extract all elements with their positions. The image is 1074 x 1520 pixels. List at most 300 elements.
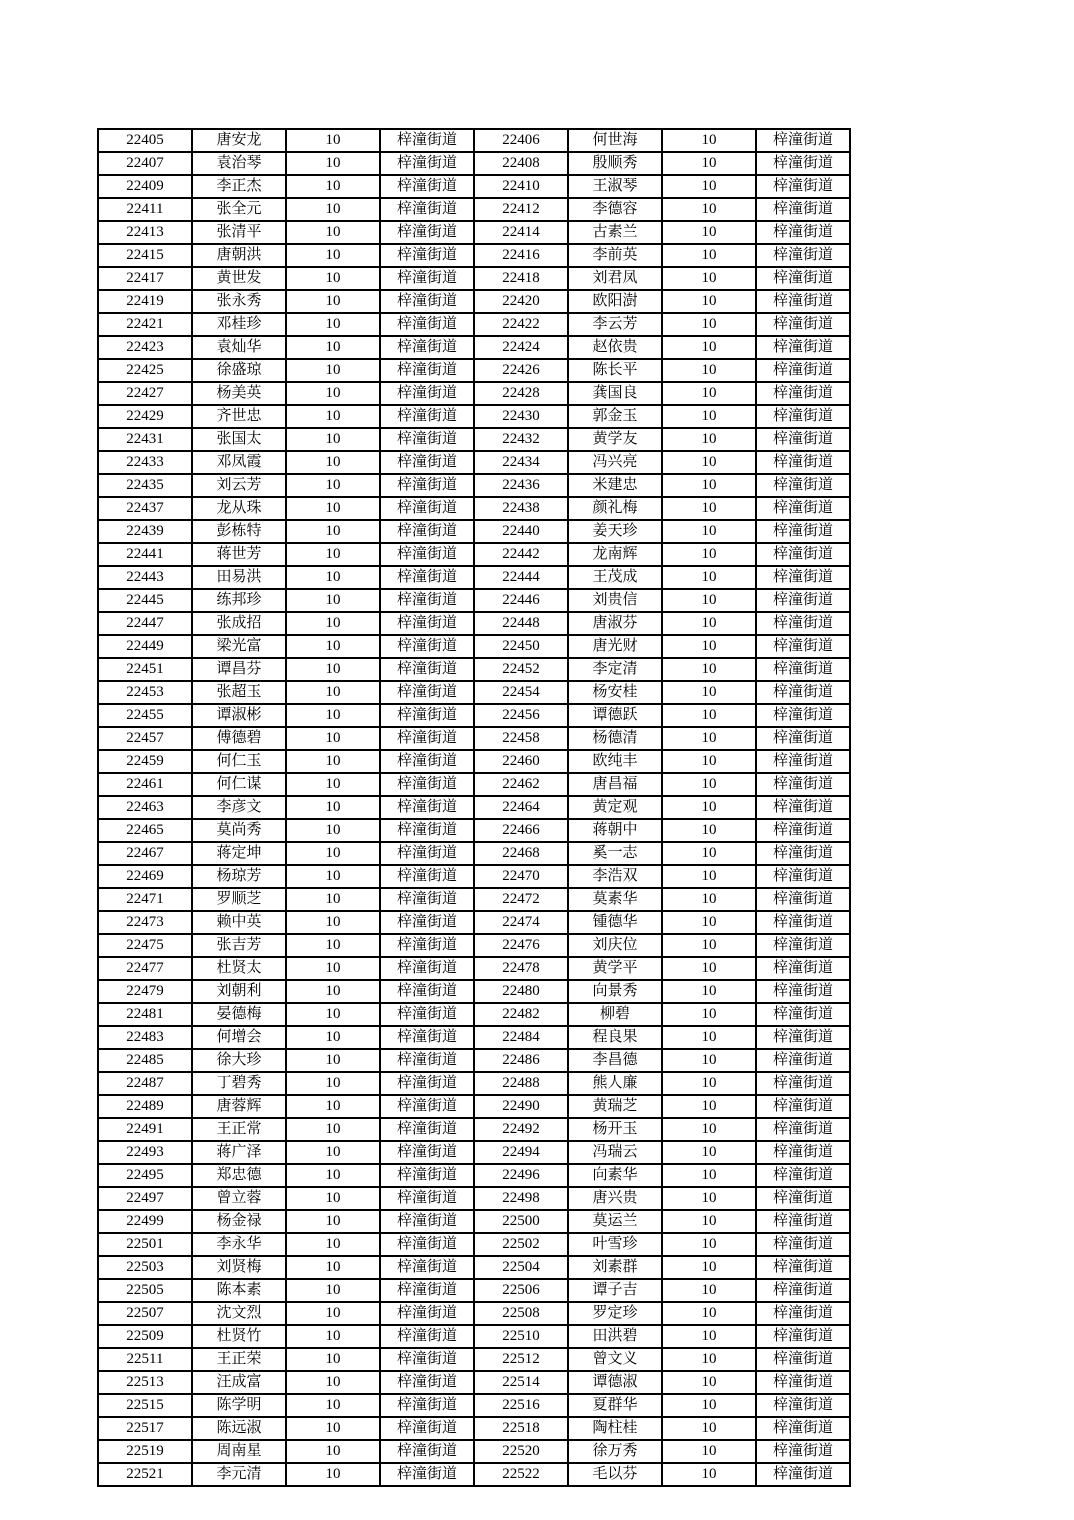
score-cell: 10 xyxy=(286,773,380,796)
name-cell: 熊人廉 xyxy=(568,1072,662,1095)
district-cell: 梓潼街道 xyxy=(756,727,850,750)
name-cell: 黄学友 xyxy=(568,428,662,451)
table-row xyxy=(98,428,850,451)
score-cell: 10 xyxy=(662,451,756,474)
name-cell: 蒋定坤 xyxy=(192,842,286,865)
name-cell: 张成招 xyxy=(192,612,286,635)
district-cell: 梓潼街道 xyxy=(380,727,474,750)
table-row xyxy=(98,796,850,819)
score-cell: 10 xyxy=(286,267,380,290)
district-cell: 梓潼街道 xyxy=(380,819,474,842)
serial-cell: 22419 xyxy=(98,290,192,313)
score-cell: 10 xyxy=(662,1026,756,1049)
district-cell: 梓潼街道 xyxy=(380,934,474,957)
district-cell: 梓潼街道 xyxy=(756,520,850,543)
district-cell: 梓潼街道 xyxy=(756,911,850,934)
score-cell: 10 xyxy=(662,129,756,152)
serial-cell: 22405 xyxy=(98,129,192,152)
serial-cell: 22456 xyxy=(474,704,568,727)
name-cell: 何仁谋 xyxy=(192,773,286,796)
name-cell: 唐淑芬 xyxy=(568,612,662,635)
serial-cell: 22426 xyxy=(474,359,568,382)
name-cell: 龙南辉 xyxy=(568,543,662,566)
table-row xyxy=(98,1049,850,1072)
serial-cell: 22473 xyxy=(98,911,192,934)
score-cell: 10 xyxy=(286,566,380,589)
serial-cell: 22439 xyxy=(98,520,192,543)
score-cell: 10 xyxy=(662,221,756,244)
name-cell: 何增会 xyxy=(192,1026,286,1049)
score-cell: 10 xyxy=(662,382,756,405)
score-cell: 10 xyxy=(662,1187,756,1210)
score-cell: 10 xyxy=(286,934,380,957)
table-row xyxy=(98,336,850,359)
serial-cell: 22466 xyxy=(474,819,568,842)
score-cell: 10 xyxy=(662,1049,756,1072)
table-row xyxy=(98,382,850,405)
serial-cell: 22438 xyxy=(474,497,568,520)
name-cell: 袁治琴 xyxy=(192,152,286,175)
score-cell: 10 xyxy=(662,1164,756,1187)
district-cell: 梓潼街道 xyxy=(380,382,474,405)
name-cell: 米建忠 xyxy=(568,474,662,497)
serial-cell: 22441 xyxy=(98,543,192,566)
district-cell: 梓潼街道 xyxy=(756,957,850,980)
district-cell: 梓潼街道 xyxy=(380,658,474,681)
district-cell: 梓潼街道 xyxy=(756,382,850,405)
district-cell: 梓潼街道 xyxy=(380,911,474,934)
name-cell: 李浩双 xyxy=(568,865,662,888)
name-cell: 梁光富 xyxy=(192,635,286,658)
table-row xyxy=(98,957,850,980)
district-cell: 梓潼街道 xyxy=(756,934,850,957)
name-cell: 谭昌芬 xyxy=(192,658,286,681)
name-cell: 汪成富 xyxy=(192,1371,286,1394)
score-cell: 10 xyxy=(662,520,756,543)
district-cell: 梓潼街道 xyxy=(380,1302,474,1325)
name-cell: 谭淑彬 xyxy=(192,704,286,727)
district-cell: 梓潼街道 xyxy=(380,267,474,290)
serial-cell: 22485 xyxy=(98,1049,192,1072)
score-cell: 10 xyxy=(286,727,380,750)
district-cell: 梓潼街道 xyxy=(380,474,474,497)
district-cell: 梓潼街道 xyxy=(380,1003,474,1026)
serial-cell: 22496 xyxy=(474,1164,568,1187)
serial-cell: 22433 xyxy=(98,451,192,474)
name-cell: 唐朝洪 xyxy=(192,244,286,267)
name-cell: 彭栋特 xyxy=(192,520,286,543)
name-cell: 陈长平 xyxy=(568,359,662,382)
serial-cell: 22490 xyxy=(474,1095,568,1118)
resident-roster-table xyxy=(97,128,851,1487)
district-cell: 梓潼街道 xyxy=(756,589,850,612)
score-cell: 10 xyxy=(662,1233,756,1256)
name-cell: 杨德清 xyxy=(568,727,662,750)
table-row xyxy=(98,1325,850,1348)
serial-cell: 22432 xyxy=(474,428,568,451)
district-cell: 梓潼街道 xyxy=(756,405,850,428)
table-row xyxy=(98,1187,850,1210)
serial-cell: 22475 xyxy=(98,934,192,957)
score-cell: 10 xyxy=(662,773,756,796)
name-cell: 刘庆位 xyxy=(568,934,662,957)
table-row xyxy=(98,566,850,589)
serial-cell: 22514 xyxy=(474,1371,568,1394)
serial-cell: 22511 xyxy=(98,1348,192,1371)
score-cell: 10 xyxy=(662,198,756,221)
name-cell: 何仁玉 xyxy=(192,750,286,773)
score-cell: 10 xyxy=(286,1210,380,1233)
district-cell: 梓潼街道 xyxy=(756,290,850,313)
serial-cell: 22452 xyxy=(474,658,568,681)
score-cell: 10 xyxy=(286,451,380,474)
name-cell: 王淑琴 xyxy=(568,175,662,198)
district-cell: 梓潼街道 xyxy=(756,1072,850,1095)
name-cell: 谭德淑 xyxy=(568,1371,662,1394)
score-cell: 10 xyxy=(662,1463,756,1486)
score-cell: 10 xyxy=(286,1440,380,1463)
district-cell: 梓潼街道 xyxy=(756,1440,850,1463)
score-cell: 10 xyxy=(286,796,380,819)
district-cell: 梓潼街道 xyxy=(756,497,850,520)
name-cell: 王正常 xyxy=(192,1118,286,1141)
district-cell: 梓潼街道 xyxy=(756,1302,850,1325)
name-cell: 莫尚秀 xyxy=(192,819,286,842)
score-cell: 10 xyxy=(662,727,756,750)
score-cell: 10 xyxy=(662,359,756,382)
serial-cell: 22437 xyxy=(98,497,192,520)
score-cell: 10 xyxy=(286,175,380,198)
name-cell: 姜天珍 xyxy=(568,520,662,543)
serial-cell: 22478 xyxy=(474,957,568,980)
score-cell: 10 xyxy=(286,428,380,451)
serial-cell: 22453 xyxy=(98,681,192,704)
serial-cell: 22516 xyxy=(474,1394,568,1417)
table-row xyxy=(98,1164,850,1187)
district-cell: 梓潼街道 xyxy=(756,1417,850,1440)
name-cell: 徐盛琼 xyxy=(192,359,286,382)
district-cell: 梓潼街道 xyxy=(756,842,850,865)
table-row xyxy=(98,1072,850,1095)
score-cell: 10 xyxy=(662,1279,756,1302)
name-cell: 陶柱桂 xyxy=(568,1417,662,1440)
serial-cell: 22448 xyxy=(474,612,568,635)
name-cell: 李昌德 xyxy=(568,1049,662,1072)
district-cell: 梓潼街道 xyxy=(380,1348,474,1371)
serial-cell: 22494 xyxy=(474,1141,568,1164)
district-cell: 梓潼街道 xyxy=(380,566,474,589)
score-cell: 10 xyxy=(662,750,756,773)
serial-cell: 22422 xyxy=(474,313,568,336)
name-cell: 蒋朝中 xyxy=(568,819,662,842)
name-cell: 谭子吉 xyxy=(568,1279,662,1302)
serial-cell: 22435 xyxy=(98,474,192,497)
score-cell: 10 xyxy=(286,1348,380,1371)
district-cell: 梓潼街道 xyxy=(380,796,474,819)
serial-cell: 22486 xyxy=(474,1049,568,1072)
score-cell: 10 xyxy=(286,359,380,382)
score-cell: 10 xyxy=(662,175,756,198)
score-cell: 10 xyxy=(286,129,380,152)
name-cell: 田洪碧 xyxy=(568,1325,662,1348)
serial-cell: 22442 xyxy=(474,543,568,566)
serial-cell: 22499 xyxy=(98,1210,192,1233)
name-cell: 练邦珍 xyxy=(192,589,286,612)
score-cell: 10 xyxy=(662,1417,756,1440)
district-cell: 梓潼街道 xyxy=(380,1417,474,1440)
serial-cell: 22436 xyxy=(474,474,568,497)
district-cell: 梓潼街道 xyxy=(380,244,474,267)
score-cell: 10 xyxy=(662,336,756,359)
name-cell: 欧阳澍 xyxy=(568,290,662,313)
score-cell: 10 xyxy=(662,1141,756,1164)
name-cell: 蒋广泽 xyxy=(192,1141,286,1164)
score-cell: 10 xyxy=(286,589,380,612)
score-cell: 10 xyxy=(286,842,380,865)
name-cell: 赵依贵 xyxy=(568,336,662,359)
score-cell: 10 xyxy=(662,244,756,267)
serial-cell: 22521 xyxy=(98,1463,192,1486)
name-cell: 唐蓉辉 xyxy=(192,1095,286,1118)
serial-cell: 22480 xyxy=(474,980,568,1003)
serial-cell: 22467 xyxy=(98,842,192,865)
score-cell: 10 xyxy=(662,428,756,451)
name-cell: 唐昌福 xyxy=(568,773,662,796)
name-cell: 向景秀 xyxy=(568,980,662,1003)
name-cell: 莫素华 xyxy=(568,888,662,911)
serial-cell: 22479 xyxy=(98,980,192,1003)
serial-cell: 22459 xyxy=(98,750,192,773)
serial-cell: 22410 xyxy=(474,175,568,198)
table-row xyxy=(98,1233,850,1256)
name-cell: 杜贤太 xyxy=(192,957,286,980)
table-row xyxy=(98,1463,850,1486)
name-cell: 李正杰 xyxy=(192,175,286,198)
district-cell: 梓潼街道 xyxy=(756,1279,850,1302)
district-cell: 梓潼街道 xyxy=(380,1164,474,1187)
serial-cell: 22482 xyxy=(474,1003,568,1026)
district-cell: 梓潼街道 xyxy=(756,543,850,566)
score-cell: 10 xyxy=(662,1371,756,1394)
score-cell: 10 xyxy=(286,382,380,405)
name-cell: 张清平 xyxy=(192,221,286,244)
serial-cell: 22502 xyxy=(474,1233,568,1256)
serial-cell: 22424 xyxy=(474,336,568,359)
district-cell: 梓潼街道 xyxy=(380,428,474,451)
name-cell: 张全元 xyxy=(192,198,286,221)
score-cell: 10 xyxy=(286,244,380,267)
serial-cell: 22483 xyxy=(98,1026,192,1049)
serial-cell: 22492 xyxy=(474,1118,568,1141)
score-cell: 10 xyxy=(286,865,380,888)
score-cell: 10 xyxy=(286,658,380,681)
table-row xyxy=(98,543,850,566)
table-row xyxy=(98,1417,850,1440)
district-cell: 梓潼街道 xyxy=(756,152,850,175)
name-cell: 张永秀 xyxy=(192,290,286,313)
serial-cell: 22451 xyxy=(98,658,192,681)
table-row xyxy=(98,520,850,543)
table-row xyxy=(98,1118,850,1141)
score-cell: 10 xyxy=(286,1325,380,1348)
name-cell: 曾文义 xyxy=(568,1348,662,1371)
score-cell: 10 xyxy=(662,911,756,934)
district-cell: 梓潼街道 xyxy=(756,1463,850,1486)
name-cell: 杨美英 xyxy=(192,382,286,405)
district-cell: 梓潼街道 xyxy=(380,175,474,198)
table-row xyxy=(98,589,850,612)
name-cell: 程良果 xyxy=(568,1026,662,1049)
district-cell: 梓潼街道 xyxy=(756,1026,850,1049)
score-cell: 10 xyxy=(286,1072,380,1095)
district-cell: 梓潼街道 xyxy=(380,1233,474,1256)
serial-cell: 22408 xyxy=(474,152,568,175)
district-cell: 梓潼街道 xyxy=(756,428,850,451)
serial-cell: 22450 xyxy=(474,635,568,658)
table-row xyxy=(98,934,850,957)
table-row xyxy=(98,359,850,382)
name-cell: 颜礼梅 xyxy=(568,497,662,520)
district-cell: 梓潼街道 xyxy=(380,1371,474,1394)
name-cell: 龙从珠 xyxy=(192,497,286,520)
serial-cell: 22443 xyxy=(98,566,192,589)
name-cell: 袁灿华 xyxy=(192,336,286,359)
serial-cell: 22434 xyxy=(474,451,568,474)
name-cell: 黄定观 xyxy=(568,796,662,819)
district-cell: 梓潼街道 xyxy=(380,313,474,336)
name-cell: 刘素群 xyxy=(568,1256,662,1279)
table-row xyxy=(98,980,850,1003)
serial-cell: 22500 xyxy=(474,1210,568,1233)
district-cell: 梓潼街道 xyxy=(756,451,850,474)
serial-cell: 22447 xyxy=(98,612,192,635)
score-cell: 10 xyxy=(286,520,380,543)
name-cell: 杜贤竹 xyxy=(192,1325,286,1348)
table-row xyxy=(98,727,850,750)
serial-cell: 22471 xyxy=(98,888,192,911)
table-row xyxy=(98,290,850,313)
district-cell: 梓潼街道 xyxy=(756,1049,850,1072)
district-cell: 梓潼街道 xyxy=(756,1256,850,1279)
score-cell: 10 xyxy=(286,1003,380,1026)
table-row xyxy=(98,819,850,842)
serial-cell: 22509 xyxy=(98,1325,192,1348)
table-row xyxy=(98,129,850,152)
serial-cell: 22429 xyxy=(98,405,192,428)
serial-cell: 22463 xyxy=(98,796,192,819)
score-cell: 10 xyxy=(286,1118,380,1141)
district-cell: 梓潼街道 xyxy=(756,313,850,336)
name-cell: 徐万秀 xyxy=(568,1440,662,1463)
serial-cell: 22457 xyxy=(98,727,192,750)
serial-cell: 22498 xyxy=(474,1187,568,1210)
district-cell: 梓潼街道 xyxy=(380,1440,474,1463)
serial-cell: 22487 xyxy=(98,1072,192,1095)
score-cell: 10 xyxy=(662,865,756,888)
district-cell: 梓潼街道 xyxy=(380,773,474,796)
name-cell: 曾立蓉 xyxy=(192,1187,286,1210)
district-cell: 梓潼街道 xyxy=(380,1210,474,1233)
score-cell: 10 xyxy=(286,1049,380,1072)
name-cell: 黄瑞芝 xyxy=(568,1095,662,1118)
serial-cell: 22508 xyxy=(474,1302,568,1325)
serial-cell: 22493 xyxy=(98,1141,192,1164)
district-cell: 梓潼街道 xyxy=(380,842,474,865)
district-cell: 梓潼街道 xyxy=(756,1164,850,1187)
table-row xyxy=(98,1302,850,1325)
name-cell: 唐安龙 xyxy=(192,129,286,152)
serial-cell: 22446 xyxy=(474,589,568,612)
district-cell: 梓潼街道 xyxy=(380,750,474,773)
serial-cell: 22465 xyxy=(98,819,192,842)
serial-cell: 22512 xyxy=(474,1348,568,1371)
name-cell: 周南星 xyxy=(192,1440,286,1463)
serial-cell: 22420 xyxy=(474,290,568,313)
score-cell: 10 xyxy=(662,796,756,819)
name-cell: 齐世忠 xyxy=(192,405,286,428)
district-cell: 梓潼街道 xyxy=(756,1233,850,1256)
score-cell: 10 xyxy=(662,888,756,911)
district-cell: 梓潼街道 xyxy=(756,865,850,888)
table-row xyxy=(98,1026,850,1049)
district-cell: 梓潼街道 xyxy=(756,635,850,658)
serial-cell: 22474 xyxy=(474,911,568,934)
serial-cell: 22440 xyxy=(474,520,568,543)
name-cell: 龚国良 xyxy=(568,382,662,405)
district-cell: 梓潼街道 xyxy=(756,1187,850,1210)
score-cell: 10 xyxy=(286,1394,380,1417)
score-cell: 10 xyxy=(286,1371,380,1394)
district-cell: 梓潼街道 xyxy=(756,221,850,244)
table-row xyxy=(98,1210,850,1233)
serial-cell: 22427 xyxy=(98,382,192,405)
table-row xyxy=(98,1394,850,1417)
serial-cell: 22418 xyxy=(474,267,568,290)
name-cell: 莫运兰 xyxy=(568,1210,662,1233)
district-cell: 梓潼街道 xyxy=(380,1256,474,1279)
score-cell: 10 xyxy=(662,1440,756,1463)
serial-cell: 22445 xyxy=(98,589,192,612)
district-cell: 梓潼街道 xyxy=(380,520,474,543)
serial-cell: 22460 xyxy=(474,750,568,773)
name-cell: 李前英 xyxy=(568,244,662,267)
name-cell: 赖中英 xyxy=(192,911,286,934)
serial-cell: 22504 xyxy=(474,1256,568,1279)
table-row xyxy=(98,175,850,198)
serial-cell: 22406 xyxy=(474,129,568,152)
score-cell: 10 xyxy=(662,934,756,957)
serial-cell: 22425 xyxy=(98,359,192,382)
table-row xyxy=(98,244,850,267)
table-row xyxy=(98,497,850,520)
serial-cell: 22507 xyxy=(98,1302,192,1325)
table-row xyxy=(98,750,850,773)
name-cell: 李定清 xyxy=(568,658,662,681)
table-row xyxy=(98,865,850,888)
name-cell: 郑忠德 xyxy=(192,1164,286,1187)
name-cell: 叶雪珍 xyxy=(568,1233,662,1256)
district-cell: 梓潼街道 xyxy=(380,865,474,888)
district-cell: 梓潼街道 xyxy=(756,1003,850,1026)
district-cell: 梓潼街道 xyxy=(756,796,850,819)
score-cell: 10 xyxy=(286,888,380,911)
score-cell: 10 xyxy=(286,1026,380,1049)
serial-cell: 22505 xyxy=(98,1279,192,1302)
table-row xyxy=(98,267,850,290)
name-cell: 夏群华 xyxy=(568,1394,662,1417)
table-row xyxy=(98,221,850,244)
name-cell: 唐兴贵 xyxy=(568,1187,662,1210)
